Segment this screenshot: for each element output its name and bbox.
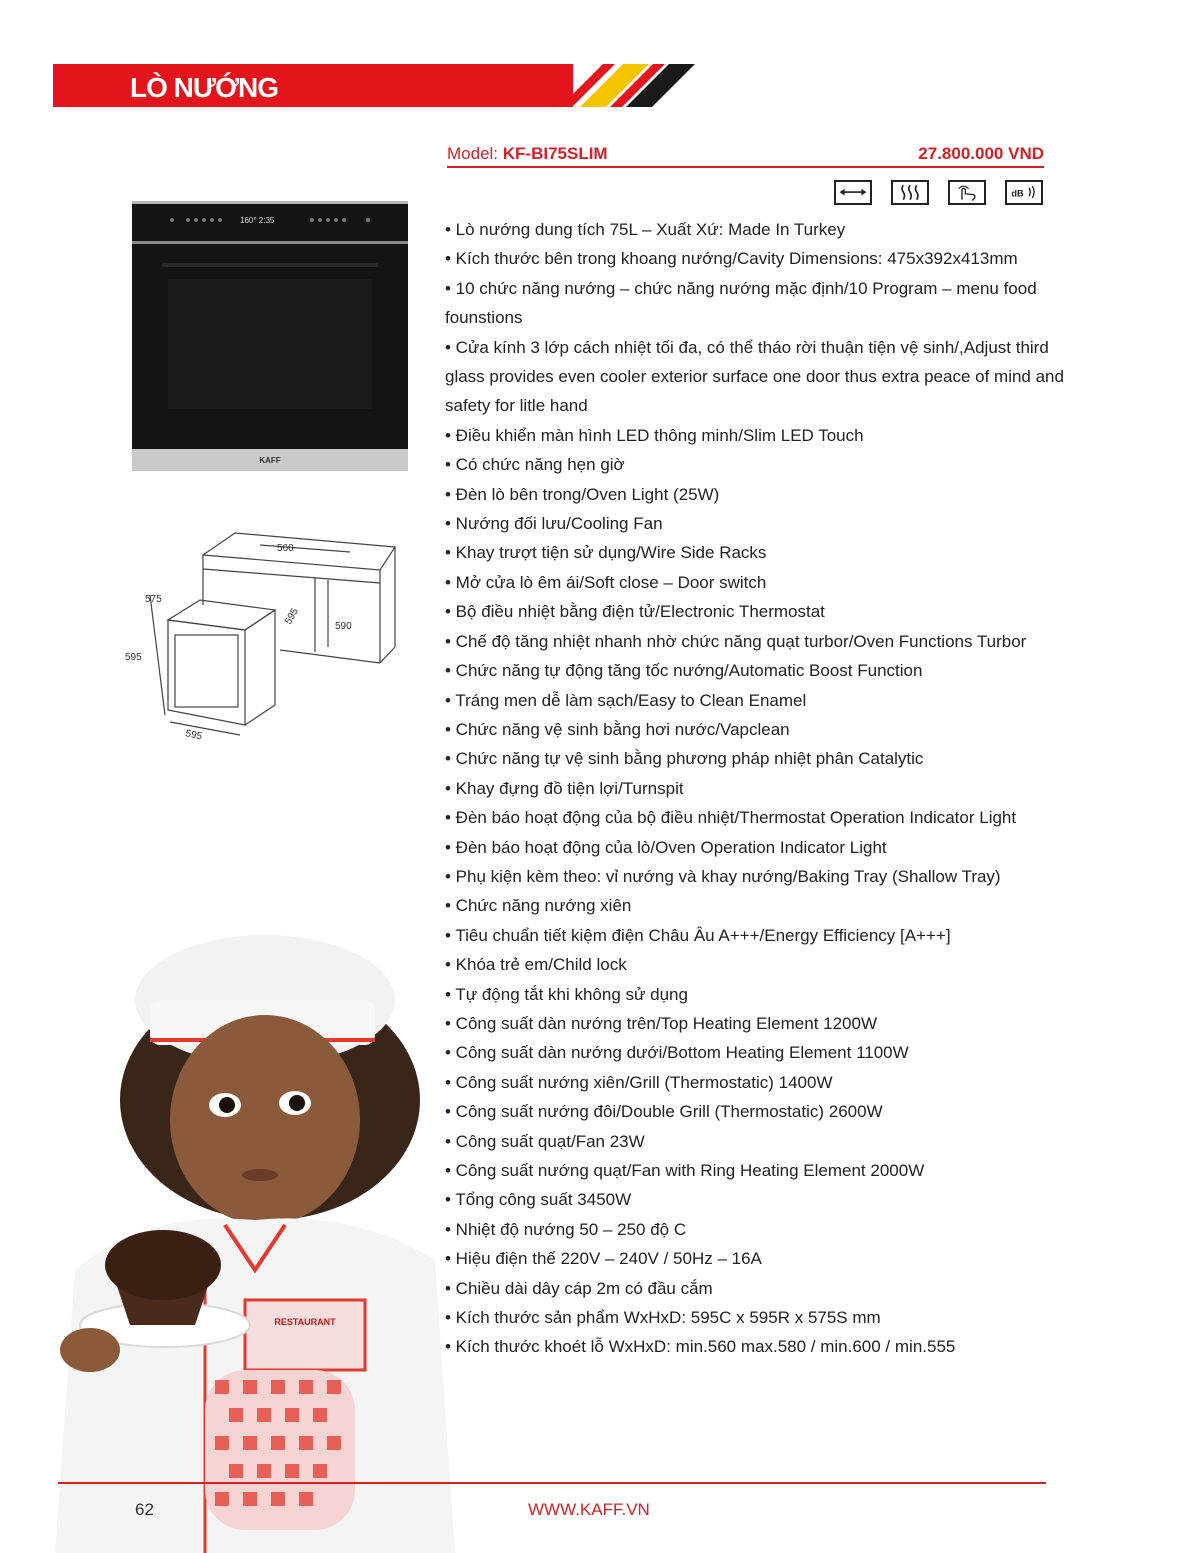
price: 27.800.000 VND bbox=[918, 144, 1044, 163]
spec-item: • Điều khiển màn hình LED thông minh/Slim LED Touch bbox=[445, 425, 864, 445]
oven-display: 160° 2:35 bbox=[240, 216, 275, 225]
spec-item: • Khay trượt tiện sử dụng/Wire Side Racks bbox=[445, 543, 767, 563]
dim-label-depth: 575 bbox=[145, 594, 162, 605]
spec-item: • Kích thước bên trong khoang nướng/Cavity Dimensions: 475x392x413mm bbox=[445, 249, 1018, 269]
page-title: LÒ NƯỚNG bbox=[130, 72, 278, 103]
model-divider bbox=[447, 166, 1044, 168]
heat-waves-icon bbox=[891, 180, 929, 205]
db-text: dB bbox=[1011, 188, 1024, 199]
spec-item: • Khóa trẻ em/Child lock bbox=[445, 955, 627, 975]
spec-item: • Mở cửa lò êm ái/Soft close – Door switch bbox=[445, 572, 767, 592]
spec-item: • Nhiệt độ nướng 50 – 250 độ C bbox=[445, 1219, 687, 1239]
spec-item: • Công suất dàn nướng trên/Top Heating Element 1200W bbox=[445, 1013, 878, 1033]
spec-item: • Công suất nướng xiên/Grill (Thermostatic) 1400W bbox=[445, 1072, 833, 1092]
banner-stripes bbox=[560, 64, 700, 107]
low-noise-db-icon bbox=[1005, 180, 1043, 205]
spec-item: • Công suất quạt/Fan 23W bbox=[445, 1131, 645, 1151]
spec-item: • Công suất nướng đôi/Double Grill (Thermostatic) 2600W bbox=[445, 1102, 883, 1122]
spec-item: • Chiều dài dây cáp 2m có đầu cắm bbox=[445, 1278, 713, 1298]
oven-brand-mark: KAFF bbox=[259, 456, 281, 465]
spec-item: • Hiệu điện thế 220V – 240V / 50Hz – 16A bbox=[445, 1249, 762, 1269]
spec-item: • Đèn báo hoạt động của bộ điều nhiệt/Thermostat Operation Indicator Light bbox=[445, 808, 1017, 828]
dim-label-width: 595 bbox=[184, 728, 203, 743]
spec-item: • Nướng đối lưu/Cooling Fan bbox=[445, 514, 663, 534]
spec-item: • Đèn lò bên trong/Oven Light (25W) bbox=[445, 484, 720, 504]
spec-item: • Chức năng vệ sinh bằng hơi nước/Vapclean bbox=[445, 719, 790, 739]
dim-label-height-opening: 590 bbox=[335, 621, 352, 632]
width-arrows-icon bbox=[834, 180, 872, 205]
dim-label-height-cutout: 595 bbox=[283, 606, 301, 627]
spec-item: • 10 chức năng nướng – chức năng nướng mặc định/10 Program – menu food founstions bbox=[445, 278, 1037, 328]
spec-item: • Tráng men dễ làm sạch/Easy to Clean Enamel bbox=[445, 690, 807, 710]
apron-label: RESTAURANT bbox=[274, 1317, 336, 1327]
spec-item: • Chức năng nướng xiên bbox=[445, 896, 632, 916]
spec-item: • Lò nướng dung tích 75L – Xuất Xứ: Made In Turkey bbox=[445, 220, 846, 239]
touch-control-icon bbox=[948, 180, 986, 205]
spec-item: • Công suất nướng quạt/Fan with Ring Heating Element 2000W bbox=[445, 1161, 925, 1180]
spec-item: • Tổng công suất 3450W bbox=[445, 1190, 632, 1210]
website-link[interactable]: WWW.KAFF.VN bbox=[528, 1500, 650, 1519]
dim-label-width-cutout: 560 bbox=[277, 543, 294, 554]
spec-item: • Bộ điều nhiệt bằng điện tử/Electronic Thermostat bbox=[445, 602, 825, 622]
child-chef-illustration bbox=[55, 940, 455, 1553]
model-line bbox=[447, 144, 608, 164]
footer-divider bbox=[58, 1482, 1046, 1484]
page-number: 62 bbox=[135, 1500, 154, 1519]
spec-item: • Phụ kiện kèm theo: vỉ nướng và khay nướng/Baking Tray (Shallow Tray) bbox=[445, 866, 1001, 886]
spec-item: • Chức năng tự vệ sinh bằng phương pháp nhiệt phân Catalytic bbox=[445, 749, 924, 769]
dim-label-height: 595 bbox=[125, 652, 142, 663]
spec-item: • Chế độ tăng nhiệt nhanh nhờ chức năng quạt turbor/Oven Functions Turbor bbox=[445, 631, 1027, 651]
spec-item: • Cửa kính 3 lớp cách nhiệt tối đa, có thể tháo rời thuận tiện vệ sinh/,Adjust third glass provides even cooler exterior surface one door thus extra peace of mind and safety for litle hand bbox=[445, 337, 1064, 416]
spec-item: • Đèn báo hoạt động của lò/Oven Operation Indicator Light bbox=[445, 837, 887, 857]
spec-item: • Chức năng tự động tăng tốc nướng/Automatic Boost Function bbox=[445, 661, 923, 681]
spec-item: • Tiêu chuẩn tiết kiệm điện Châu Âu A+++/Energy Efficiency [A+++] bbox=[445, 925, 951, 945]
spec-item: • Khay đựng đồ tiện lợi/Turnspit bbox=[445, 778, 684, 798]
model-code: KF-BI75SLIM bbox=[502, 144, 608, 163]
spec-item: • Có chức năng hẹn giờ bbox=[445, 455, 625, 475]
installation-diagram bbox=[125, 525, 410, 750]
spec-item: • Công suất dàn nướng dưới/Bottom Heating Element 1100W bbox=[445, 1043, 909, 1063]
oven-image bbox=[132, 201, 408, 471]
spec-list bbox=[445, 215, 1065, 1362]
spec-item: • Kích thước sản phẩm WxHxD: 595C x 595R x 575S mm bbox=[445, 1308, 881, 1328]
spec-item: • Tự động tắt khi không sử dụng bbox=[445, 984, 688, 1004]
spec-item: • Kích thước khoét lỗ WxHxD: min.560 max.580 / min.600 / min.555 bbox=[445, 1337, 956, 1357]
model-label: Model: bbox=[447, 144, 503, 163]
